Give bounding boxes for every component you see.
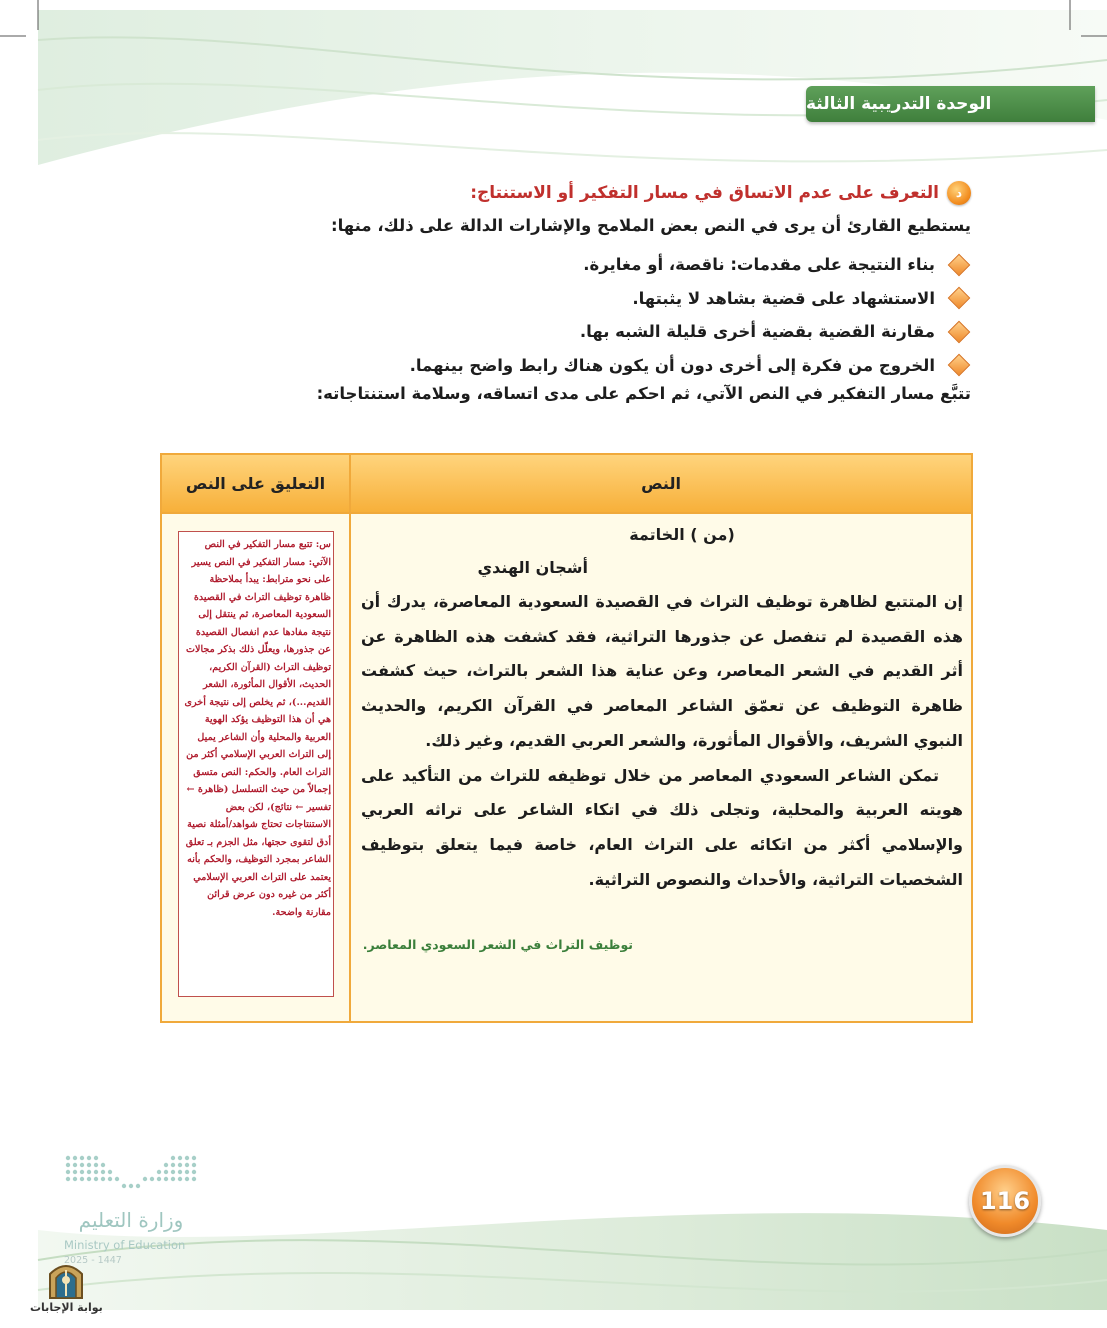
ministry-name-en: Ministry of Education [64,1238,186,1252]
section-heading-text: التعرف على عدم الاتساق في مسار التفكير أو الاستنتاج: [470,183,939,203]
table-header-comment: التعليق على النص [162,455,349,512]
text-paragraph: تمكن الشاعر السعودي المعاصر من خلال توظيفه للتراث من التأكيد على هويته العربية والمحلية، وتجلى ذلك في اتكاء الشاعر على تراثه العربي والإسلامي أكثر من اتكائه على التراث العام، خاصة فيما يتعلق بتوظيف الشخصيات التراثية، والأحداث والنصوص التراثية. [361,765,963,889]
text-cell [361,519,963,952]
diamond-bullet-icon [948,354,971,377]
comment-text: س: تتبع مسار التفكير في النص الآتي: مسار التفكير في النص يسير على نحو مترابط: يبدأ بملاحظة ظاهرة توظيف التراث في القصيدة السعودية المعاصرة، ثم ينتقل إلى نتيجة مفادها عدم انفصال القصيدة عن جذورها، ويعلّل ذلك بذكر مجالات توظيف التراث (القرآن الكريم، الحديث، الأقوال المأثورة، الشعر القديم...)، ثم يخلص إلى نتيجة أخرى هي أن هذا التوظيف يؤكد الهوية العربية والمحلية وأن الشاعر يميل إلى التراث العربي الإسلامي أكثر من التراث العام. والحكم: النص متسق إجمالاً من حيث التسلسل (ظاهرة ← تفسير ← نتائج)، لكن بعض الاستنتاجات تحتاج شواهد/أمثلة نصية أدق لتقوى حجتها، مثل الجزم بـ تعلق الشاعر بمجرد التوظيف، والحكم بأنه يعتمد على التراث العربي الإسلامي أكثر من غيره دون عرض قرائن مقارنة واضحة. [184,539,331,918]
indicator-list [271,248,971,382]
list-item: الاستشهاد على قضية بشاهد لا يثبتها. [271,282,971,316]
unit-title: الوحدة التدريبية الثالثة [806,94,992,114]
text-author: أشجان الهندي [477,558,588,577]
table-column-divider [349,512,351,1021]
answers-portal-logo-icon [44,1256,88,1300]
ministry-name-ar: وزارة التعليم [78,1208,184,1232]
unit-title-tab [806,86,1095,122]
section-heading [271,181,971,205]
section-bullet: د [947,181,971,205]
diamond-bullet-icon [948,253,971,276]
handwritten-comment [178,531,334,997]
ministry-logo-icon [60,1152,210,1202]
page-number: 116 [969,1165,1041,1237]
diamond-bullet-icon [948,287,971,310]
table-divider [162,512,971,514]
analysis-table [160,453,973,1023]
answers-portal-label: بوابة الإجابات [30,1301,103,1314]
text-title: (من ) الخاتمة [629,525,735,544]
ministry-years: 2025 - 1447 [64,1255,122,1266]
list-item: الخروج من فكرة إلى أخرى دون أن يكون هناك رابط واضح بينهما. [271,349,971,383]
text-source: توظيف التراث في الشعر السعودي المعاصر. [362,937,633,953]
list-item: مقارنة القضية بقضية أخرى قليلة الشبه بها. [271,315,971,349]
exercise-instruction: تتبَّع مسار التفكير في النص الآتي، ثم احكم على مدى اتساقه، وسلامة استنتاجاته: [316,384,971,403]
diamond-bullet-icon [948,320,971,343]
section-intro: يستطيع القارئ أن يرى في النص بعض الملامح والإشارات الدالة على ذلك، منها: [331,216,971,235]
text-paragraph: إن المتتبع لظاهرة توظيف التراث في القصيدة السعودية المعاصرة، يدرك أن هذه القصيدة لم تنفصل عن جذورها التراثية، فقد كشفت هذه الظاهرة عن أثر القديم في الشعر المعاصر، وعن عناية هذا الشعر بالتراث، حيث كشفت ظاهرة التوظيف عن تعمّق الشاعر المعاصر في القرآن الكريم، والحديث النبوي الشريف، والأقوال المأثورة، والشعر العربي القديم، وغير ذلك. [361,592,963,750]
list-item: بناء النتيجة على مقدمات: ناقصة، أو مغايرة. [271,248,971,282]
table-header-text: النص [349,455,971,512]
